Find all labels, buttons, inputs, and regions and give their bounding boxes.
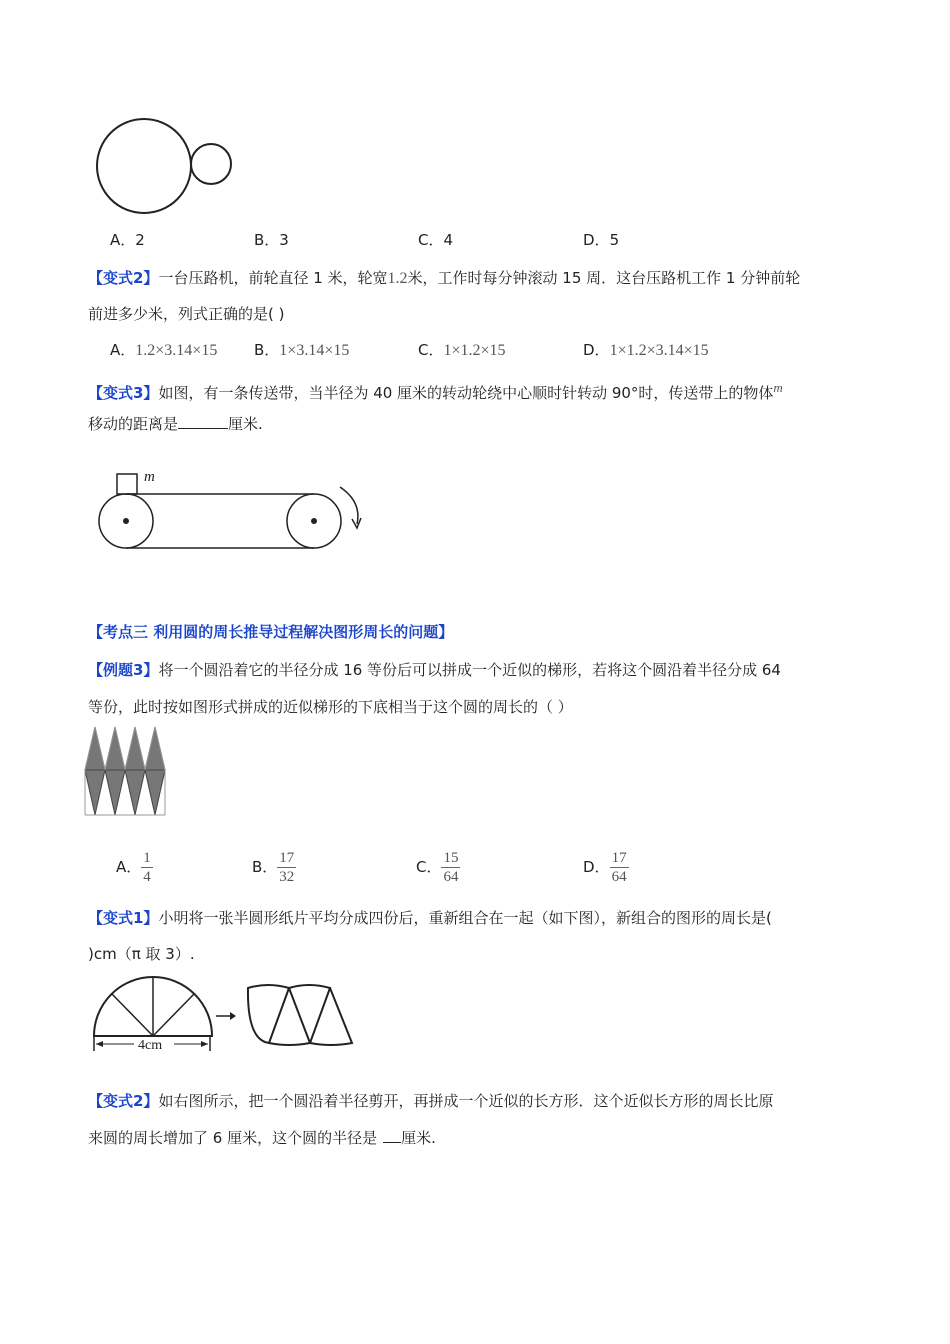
conveyor-belt-figure bbox=[0, 464, 950, 574]
question-text: 米，工作时每分钟滚动 15 周．这台压路机工作 1 分钟前轮 bbox=[407, 269, 801, 287]
example3-line1 bbox=[88, 660, 862, 680]
v2-option-c: C．1×1.2×15 bbox=[418, 341, 506, 359]
answer-blank bbox=[178, 428, 228, 429]
variant-tag: 【变式3】 bbox=[88, 384, 159, 402]
variant2b-line1 bbox=[88, 1091, 862, 1111]
math-m: m bbox=[773, 380, 783, 395]
option-c: C．4 bbox=[418, 231, 454, 249]
triangle-strip-figure bbox=[0, 722, 950, 822]
question-text: 小明将一张半圆形纸片平均分成四份后，重新组合在一起（如下图），新组合的图形的周长是( bbox=[158, 909, 772, 927]
ex3-option-c: C． $\frac{15}{64}$ bbox=[416, 850, 459, 885]
variant1-line2: )cm（π 取 3）. bbox=[88, 945, 195, 963]
variant2-line2: 前进多少米，列式正确的是( ) bbox=[88, 305, 285, 323]
question-text: 一台压路机，前轮直径 1 米，轮宽 bbox=[158, 269, 388, 287]
ex3-option-d: D． $\frac{17}{64}$ bbox=[583, 850, 627, 885]
rearranged-shape bbox=[248, 985, 352, 1045]
variant2-line1 bbox=[88, 268, 862, 289]
object-m-label: m bbox=[144, 469, 155, 485]
option-a: A．2 bbox=[110, 231, 145, 249]
variant3-line2: 移动的距离是 厘米. bbox=[88, 415, 263, 433]
option-b: B．3 bbox=[254, 231, 289, 249]
variant-tag: 【变式2】 bbox=[88, 269, 159, 287]
answer-blank bbox=[383, 1142, 401, 1143]
v2-option-b: B．1×3.14×15 bbox=[254, 341, 350, 359]
question-text: 如右图所示，把一个圆沿着半径剪开，再拼成一个近似的长方形．这个近似长方形的周长比原 bbox=[158, 1092, 774, 1110]
v2-option-d: D．1×1.2×3.14×15 bbox=[583, 341, 709, 359]
semicircle-figure bbox=[0, 975, 950, 1065]
dimension-label: 4cm bbox=[138, 1038, 163, 1053]
section-heading: 【考点三 利用圆的周长推导过程解决图形周长的问题】 bbox=[88, 623, 454, 641]
question-text: 将一个圆沿着它的半径分成 16 等份后可以拼成一个近似的梯形，若将这个圆沿着半径分成 64 bbox=[158, 661, 781, 679]
right-wheel-center bbox=[311, 518, 317, 524]
example-tag: 【例题3】 bbox=[88, 661, 159, 679]
variant-tag: 【变式1】 bbox=[88, 909, 159, 927]
v2-option-a: A．1.2×3.14×15 bbox=[110, 341, 218, 359]
variant2b-line2: 来圆的周长增加了 6 厘米，这个圆的半径是 厘米. bbox=[88, 1129, 436, 1147]
option-d: D．5 bbox=[583, 231, 620, 249]
clockwise-arrow bbox=[340, 487, 358, 524]
left-wheel-center bbox=[123, 518, 129, 524]
variant1-line1 bbox=[88, 908, 862, 928]
two-circles-figure bbox=[0, 0, 950, 230]
large-circle bbox=[97, 119, 191, 213]
variant3-line1 bbox=[88, 378, 862, 403]
object-m-box bbox=[117, 474, 137, 494]
ex3-option-b: B． $\frac{17}{32}$ bbox=[252, 850, 295, 885]
example3-line2: 等份，此时按如图形式拼成的近似梯形的下底相当于这个圆的周长的（ ） bbox=[88, 698, 573, 716]
ex3-option-a: A． $\frac{1}{4}$ bbox=[116, 850, 151, 885]
math-width: 1.2 bbox=[387, 270, 408, 287]
lower-triangles bbox=[85, 770, 165, 815]
variant-tag: 【变式2】 bbox=[88, 1092, 159, 1110]
small-circle bbox=[191, 144, 231, 184]
question-text: 如图，有一条传送带，当半径为 40 厘米的转动轮绕中心顺时针转动 90°时，传送带上的物体 bbox=[158, 384, 774, 402]
